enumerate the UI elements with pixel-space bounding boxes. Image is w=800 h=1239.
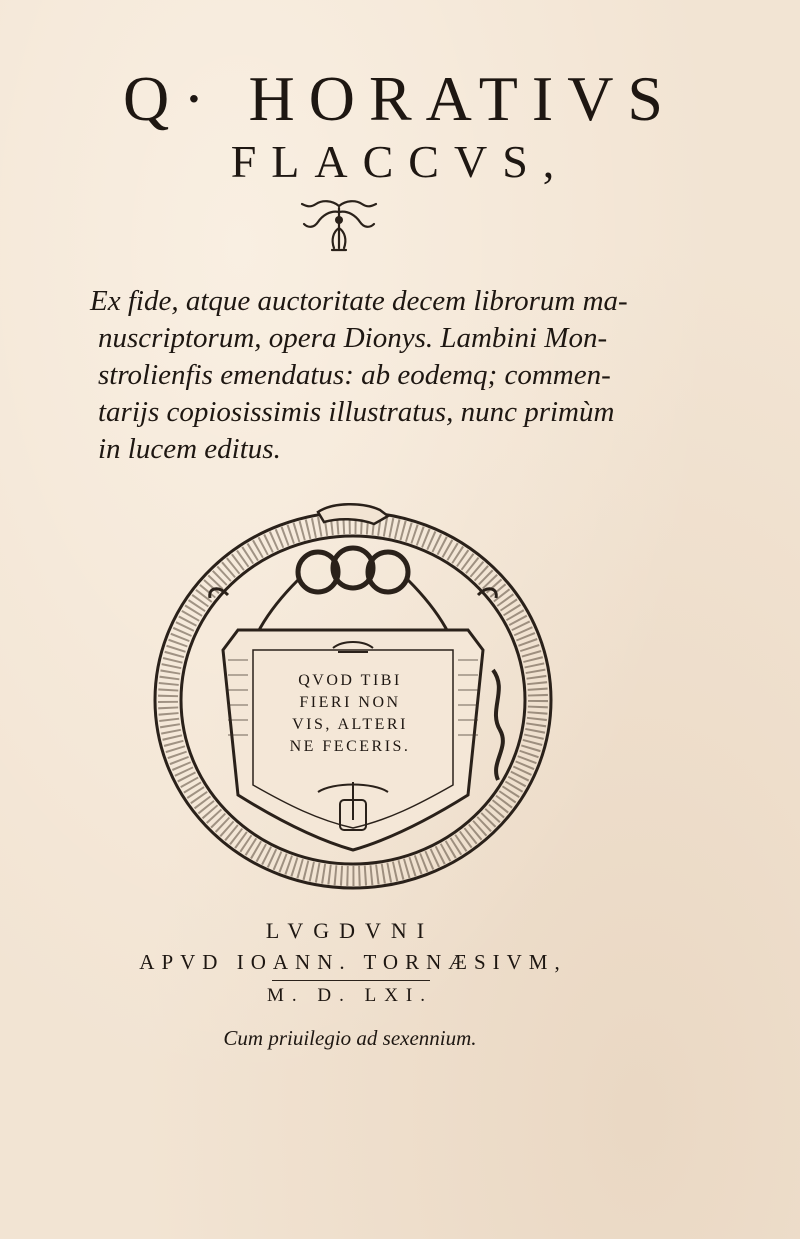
author-name: Q· HORATIVS: [123, 63, 677, 134]
author-cognomen: FLACCVS,: [230, 136, 570, 187]
motto-line: FIERI NON: [299, 694, 401, 711]
subtitle-line: tarijs copiosissimis illustratus, nunc primùm: [98, 396, 615, 428]
motto-line: VIS, ALTERI: [292, 716, 408, 733]
privilege-statement: Cum priuilegio ad sexennium.: [223, 1026, 477, 1050]
imprint-year: M. D. LXI.: [266, 985, 434, 1006]
motto-line: QVOD TIBI: [298, 672, 402, 689]
device-motto: [265, 670, 435, 758]
subtitle-line: nuscriptorum, opera Dionys. Lambini Mon-: [98, 322, 608, 354]
imprint-rule: [272, 980, 430, 981]
subtitle-line: strolienfis emendatus: ab eodemq; commen-: [98, 359, 611, 391]
subtitle-block: [90, 283, 650, 468]
imprint-printer: APVD IOANN. TORNÆSIVM,: [139, 950, 567, 974]
subtitle-line: in lucem editus.: [98, 433, 281, 465]
subtitle-line: Ex fide, atque auctoritate decem librorum ma-: [90, 285, 628, 317]
motto-line: NE FECERIS.: [289, 738, 411, 755]
fleuron-ornament: [296, 198, 382, 260]
imprint-city: LVGDVNI: [265, 918, 435, 943]
